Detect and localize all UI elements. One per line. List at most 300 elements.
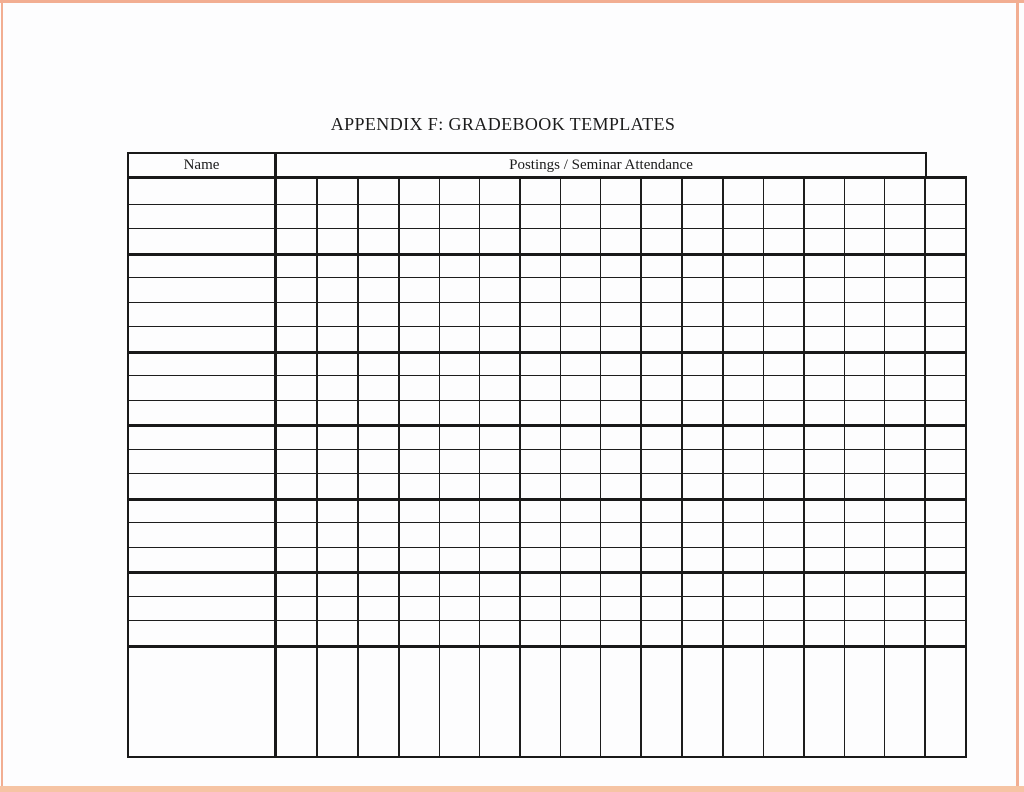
gradebook-row [129, 449, 965, 474]
grade-cell [277, 648, 316, 756]
grade-cell [803, 354, 844, 376]
grade-cell [277, 229, 316, 253]
grade-cell [519, 523, 560, 547]
name-cell [129, 205, 277, 229]
grade-cell [640, 256, 681, 278]
grade-cell [763, 501, 803, 523]
grade-cell [316, 376, 357, 400]
grade-cell [844, 278, 884, 302]
grade-cell [398, 501, 439, 523]
grade-cell [479, 548, 519, 572]
grade-cell [884, 376, 924, 400]
grade-cell [640, 523, 681, 547]
grade-cell [277, 278, 316, 302]
grade-cell [439, 229, 479, 253]
grade-cell [316, 179, 357, 204]
grade-cell [640, 450, 681, 474]
grade-cell [640, 278, 681, 302]
grade-cell [398, 376, 439, 400]
grade-cell [357, 303, 398, 327]
grade-cell [479, 303, 519, 327]
gradebook-row [129, 620, 965, 645]
grade-cell [924, 401, 965, 425]
grade-cell [439, 205, 479, 229]
grade-cell [763, 303, 803, 327]
grade-cell [803, 256, 844, 278]
grade-cell [479, 574, 519, 596]
grade-cell [560, 450, 600, 474]
grade-cell [924, 256, 965, 278]
grade-cell [681, 523, 722, 547]
grade-cell [439, 474, 479, 498]
grade-cell [924, 376, 965, 400]
grade-cell [357, 354, 398, 376]
grade-cell [357, 376, 398, 400]
grade-cell [884, 548, 924, 572]
grade-cell [479, 327, 519, 351]
grade-cell [519, 229, 560, 253]
grade-cell [439, 427, 479, 449]
grade-cell [884, 303, 924, 327]
grade-cell [519, 256, 560, 278]
grade-cell [640, 501, 681, 523]
grade-cell [357, 574, 398, 596]
grade-cell [316, 597, 357, 621]
grade-cell [884, 205, 924, 229]
grade-cell [763, 427, 803, 449]
grade-cell [844, 548, 884, 572]
grade-cell [357, 179, 398, 204]
grade-cell [924, 205, 965, 229]
grade-cell [316, 574, 357, 596]
grade-cell [519, 597, 560, 621]
gradebook-row [129, 204, 965, 229]
grade-cell [357, 278, 398, 302]
grade-cell [398, 621, 439, 645]
grade-cell [844, 256, 884, 278]
grade-cell [722, 376, 763, 400]
grade-cell [722, 354, 763, 376]
grade-cell [884, 523, 924, 547]
gradebook-row [129, 179, 965, 204]
grade-cell [398, 548, 439, 572]
grade-cell [844, 327, 884, 351]
grade-cell [884, 327, 924, 351]
grade-cell [398, 474, 439, 498]
grade-cell [439, 376, 479, 400]
grade-cell [763, 376, 803, 400]
grade-cell [640, 427, 681, 449]
grade-cell [479, 523, 519, 547]
grade-cell [519, 450, 560, 474]
grade-cell [763, 648, 803, 756]
table-header-row [127, 152, 927, 176]
grade-cell [398, 303, 439, 327]
grade-cell [924, 229, 965, 253]
gradebook-row [129, 571, 965, 596]
page-border-bottom [0, 786, 1024, 792]
grade-cell [316, 523, 357, 547]
grade-cell [479, 597, 519, 621]
grade-cell [316, 401, 357, 425]
grade-cell [439, 278, 479, 302]
grade-cell [439, 401, 479, 425]
grade-cell [844, 205, 884, 229]
grade-cell [277, 256, 316, 278]
grade-cell [519, 401, 560, 425]
postings-column-header: Postings / Seminar Attendance [509, 156, 693, 173]
grade-cell [600, 401, 640, 425]
grade-cell [600, 327, 640, 351]
grade-cell [681, 401, 722, 425]
grade-cell [640, 179, 681, 204]
grade-cell [763, 256, 803, 278]
grade-cell [722, 648, 763, 756]
name-cell [129, 523, 277, 547]
grade-cell [439, 303, 479, 327]
grade-cell [681, 548, 722, 572]
grade-cell [844, 179, 884, 204]
grade-cell [519, 621, 560, 645]
grade-cell [439, 179, 479, 204]
grade-cell [398, 648, 439, 756]
grade-cell [600, 574, 640, 596]
grade-cell [884, 278, 924, 302]
grade-cell [479, 256, 519, 278]
grade-cell [560, 427, 600, 449]
grade-cell [884, 179, 924, 204]
grade-cell [479, 450, 519, 474]
grade-cell [600, 648, 640, 756]
grade-cell [640, 648, 681, 756]
gradebook-row [129, 302, 965, 327]
grade-cell [763, 523, 803, 547]
gradebook-table [127, 152, 967, 758]
gradebook-row [129, 473, 965, 498]
grade-cell [479, 354, 519, 376]
grade-cell [924, 354, 965, 376]
grade-cell [722, 256, 763, 278]
grade-cell [884, 474, 924, 498]
grade-cell [519, 179, 560, 204]
grade-cell [844, 501, 884, 523]
grade-cell [844, 427, 884, 449]
grade-cell [357, 501, 398, 523]
grade-cell [479, 229, 519, 253]
grade-cell [844, 597, 884, 621]
grade-cell [884, 574, 924, 596]
grade-cell [560, 376, 600, 400]
grade-cell [560, 205, 600, 229]
grade-cell [640, 597, 681, 621]
grade-cell [560, 597, 600, 621]
grade-cell [884, 427, 924, 449]
page-border-right [1016, 0, 1019, 792]
grade-cell [884, 621, 924, 645]
grade-cell [519, 303, 560, 327]
grade-cell [357, 401, 398, 425]
grade-cell [439, 548, 479, 572]
grade-cell [398, 278, 439, 302]
grade-cell [722, 278, 763, 302]
grade-cell [884, 450, 924, 474]
grade-cell [681, 621, 722, 645]
grade-cell [722, 597, 763, 621]
grade-cell [316, 648, 357, 756]
grade-cell [722, 501, 763, 523]
grade-cell [600, 205, 640, 229]
name-cell [129, 229, 277, 253]
grade-cell [763, 327, 803, 351]
grade-cell [277, 427, 316, 449]
grade-cell [398, 354, 439, 376]
grade-cell [357, 621, 398, 645]
grade-cell [803, 523, 844, 547]
grade-cell [600, 548, 640, 572]
grade-cell [803, 229, 844, 253]
grade-cell [600, 354, 640, 376]
grade-cell [681, 278, 722, 302]
name-cell [129, 376, 277, 400]
grade-cell [519, 205, 560, 229]
grade-cell [681, 450, 722, 474]
grade-cell [884, 401, 924, 425]
grade-cell [681, 303, 722, 327]
grade-cell [398, 327, 439, 351]
grade-cell [763, 401, 803, 425]
grade-cell [560, 327, 600, 351]
grade-cell [439, 450, 479, 474]
gradebook-row [129, 522, 965, 547]
grade-cell [722, 303, 763, 327]
grade-cell [479, 401, 519, 425]
grade-cell [398, 597, 439, 621]
grade-cell [600, 427, 640, 449]
grade-cell [357, 327, 398, 351]
name-cell [129, 574, 277, 596]
grade-cell [357, 648, 398, 756]
grade-cell [681, 354, 722, 376]
gradebook-row [129, 400, 965, 425]
grade-cell [884, 229, 924, 253]
grade-cell [277, 574, 316, 596]
grade-cell [640, 205, 681, 229]
grade-cell [844, 474, 884, 498]
grade-cell [277, 354, 316, 376]
grade-cell [560, 474, 600, 498]
grade-cell [600, 229, 640, 253]
grade-cell [357, 474, 398, 498]
grade-cell [681, 474, 722, 498]
grade-cell [640, 354, 681, 376]
grade-cell [277, 376, 316, 400]
grade-cell [316, 474, 357, 498]
grade-cell [884, 501, 924, 523]
grade-cell [600, 501, 640, 523]
grade-cell [479, 376, 519, 400]
grade-cell [722, 179, 763, 204]
grade-cell [277, 523, 316, 547]
grade-cell [316, 327, 357, 351]
grade-cell [357, 450, 398, 474]
grade-cell [519, 574, 560, 596]
grade-cell [316, 229, 357, 253]
grade-cell [316, 256, 357, 278]
grade-cell [519, 354, 560, 376]
grade-cell [398, 229, 439, 253]
grade-cell [439, 621, 479, 645]
grade-cell [763, 354, 803, 376]
grade-cell [640, 621, 681, 645]
grade-cell [722, 401, 763, 425]
grade-cell [277, 621, 316, 645]
grade-cell [924, 179, 965, 204]
grade-cell [803, 303, 844, 327]
grade-cell [398, 205, 439, 229]
grade-cell [316, 501, 357, 523]
grade-cell [640, 548, 681, 572]
grade-cell [884, 597, 924, 621]
grade-cell [316, 205, 357, 229]
grade-cell [560, 648, 600, 756]
grade-cell [924, 303, 965, 327]
grade-cell [519, 474, 560, 498]
grade-cell [600, 523, 640, 547]
gradebook-row [129, 424, 965, 449]
grade-cell [803, 376, 844, 400]
grade-cell [803, 427, 844, 449]
grade-cell [519, 327, 560, 351]
name-cell [129, 354, 277, 376]
grade-cell [803, 278, 844, 302]
grade-cell [398, 427, 439, 449]
grade-cell [398, 574, 439, 596]
grade-cell [439, 648, 479, 756]
grade-cell [316, 548, 357, 572]
grade-cell [398, 401, 439, 425]
grade-cell [763, 574, 803, 596]
grade-cell [924, 523, 965, 547]
grade-cell [479, 648, 519, 756]
grade-cell [316, 278, 357, 302]
gradebook-row [129, 375, 965, 400]
grade-cell [803, 179, 844, 204]
grade-cell [479, 427, 519, 449]
grade-cell [560, 401, 600, 425]
grade-cell [357, 229, 398, 253]
gradebook-row [129, 547, 965, 572]
grade-cell [844, 450, 884, 474]
grade-cell [277, 597, 316, 621]
name-cell [129, 327, 277, 351]
grade-cell [479, 205, 519, 229]
grade-cell [803, 327, 844, 351]
grade-cell [519, 548, 560, 572]
grade-cell [439, 597, 479, 621]
grade-cell [316, 354, 357, 376]
grade-cell [519, 278, 560, 302]
grade-cell [277, 548, 316, 572]
grade-cell [519, 427, 560, 449]
grade-cell [357, 427, 398, 449]
grade-cell [924, 648, 965, 756]
grade-cell [560, 278, 600, 302]
grade-cell [722, 229, 763, 253]
grade-cell [357, 523, 398, 547]
grade-cell [681, 574, 722, 596]
grade-cell [924, 597, 965, 621]
grade-cell [803, 648, 844, 756]
grade-cell [439, 327, 479, 351]
grade-cell [722, 205, 763, 229]
footer-row [129, 645, 965, 756]
grade-cell [681, 597, 722, 621]
grade-cell [844, 648, 884, 756]
grade-cell [722, 327, 763, 351]
grade-cell [884, 256, 924, 278]
grade-cell [763, 597, 803, 621]
grade-cell [803, 205, 844, 229]
grade-cell [479, 278, 519, 302]
grade-cell [763, 179, 803, 204]
grade-cell [681, 501, 722, 523]
grade-cell [640, 401, 681, 425]
grade-cell [277, 401, 316, 425]
grade-cell [924, 574, 965, 596]
grade-cell [560, 621, 600, 645]
grade-cell [560, 574, 600, 596]
grade-cell [519, 501, 560, 523]
grade-cell [640, 474, 681, 498]
grade-cell [600, 450, 640, 474]
grade-cell [681, 256, 722, 278]
grade-cell [763, 229, 803, 253]
name-cell [129, 597, 277, 621]
grade-cell [844, 574, 884, 596]
grade-cell [479, 179, 519, 204]
grade-cell [803, 450, 844, 474]
grade-cell [519, 376, 560, 400]
grade-cell [277, 501, 316, 523]
grade-cell [560, 229, 600, 253]
grade-cell [439, 523, 479, 547]
grade-cell [560, 523, 600, 547]
grade-cell [884, 354, 924, 376]
grade-cell [316, 303, 357, 327]
grade-cell [681, 205, 722, 229]
grade-cell [924, 327, 965, 351]
grade-cell [722, 574, 763, 596]
grade-cell [844, 523, 884, 547]
grade-cell [357, 256, 398, 278]
name-cell [129, 303, 277, 327]
grade-cell [844, 376, 884, 400]
page-border-top [0, 0, 1024, 3]
grade-cell [479, 474, 519, 498]
gradebook-row [129, 351, 965, 376]
grade-cell [924, 427, 965, 449]
grade-cell [763, 450, 803, 474]
grade-cell [277, 205, 316, 229]
grade-cell [357, 548, 398, 572]
gradebook-row [129, 498, 965, 523]
grade-cell [640, 376, 681, 400]
grade-cell [722, 621, 763, 645]
grade-cell [681, 179, 722, 204]
grade-cell [640, 229, 681, 253]
name-cell [129, 256, 277, 278]
grade-cell [924, 278, 965, 302]
